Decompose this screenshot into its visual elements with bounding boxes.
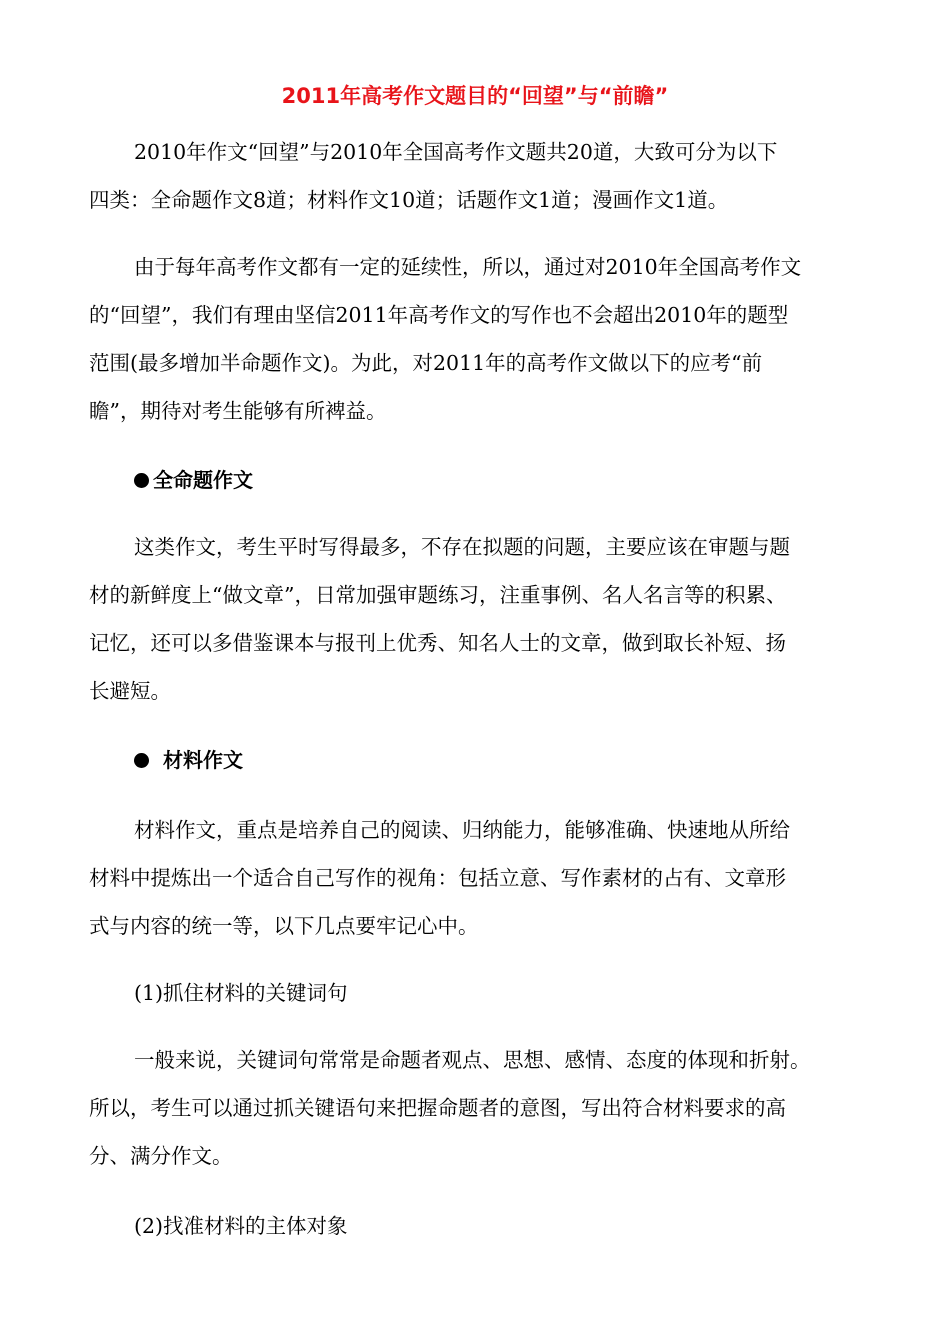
- paragraph-line: 长避短。: [89, 679, 171, 703]
- document-title: 2011年高考作文题目的“回望”与“前瞻”: [281, 84, 669, 108]
- paragraph-line: 瞻”，期待对考生能够有所裨益。: [89, 399, 387, 423]
- bullet-icon: [134, 753, 149, 768]
- paragraph-line: 一般来说，关键词句常常是命题者观点、思想、感情、态度的体现和折射。: [134, 1048, 811, 1072]
- bullet-icon: [134, 473, 149, 488]
- paragraph-line: 材料作文，重点是培养自己的阅读、归纳能力，能够准确、快速地从所给: [134, 818, 790, 842]
- paragraph-line: 这类作文，考生平时写得最多，不存在拟题的问题，主要应该在审题与题: [134, 535, 790, 559]
- list-point: (1)抓住材料的关键词句: [134, 981, 348, 1005]
- section-heading-label: 全命题作文: [153, 468, 253, 492]
- paragraph-line: 由于每年高考作文都有一定的延续性，所以，通过对2010年全国高考作文: [134, 255, 802, 279]
- section-heading: [134, 745, 243, 775]
- paragraph-line: 记忆，还可以多借鉴课本与报刊上优秀、知名人士的文章，做到取长补短、扬: [89, 631, 786, 655]
- paragraph-line: 材的新鲜度上“做文章”，日常加强审题练习，注重事例、名人名言等的积累、: [89, 583, 787, 607]
- paragraph-line: 四类：全命题作文8道；材料作文10道；话题作文1道；漫画作文1道。: [89, 188, 729, 212]
- list-point: (2)找准材料的主体对象: [134, 1214, 348, 1238]
- paragraph-line: 所以，考生可以通过抓关键语句来把握命题者的意图，写出符合材料要求的高: [89, 1096, 786, 1120]
- paragraph-line: 2010年作文“回望”与2010年全国高考作文题共20道，大致可分为以下: [134, 140, 778, 164]
- paragraph-line: 的“回望”，我们有理由坚信2011年高考作文的写作也不会超出2010年的题型: [89, 303, 789, 327]
- paragraph-line: 分、满分作文。: [89, 1144, 233, 1168]
- paragraph-line: 材料中提炼出一个适合自己写作的视角：包括立意、写作素材的占有、文章形: [89, 866, 786, 890]
- paragraph-line: 范围(最多增加半命题作文)。为此，对2011年的高考作文做以下的应考“前: [89, 351, 763, 375]
- section-heading: [134, 465, 253, 495]
- section-heading-label: 材料作文: [163, 748, 243, 772]
- paragraph-line: 式与内容的统一等，以下几点要牢记心中。: [89, 914, 479, 938]
